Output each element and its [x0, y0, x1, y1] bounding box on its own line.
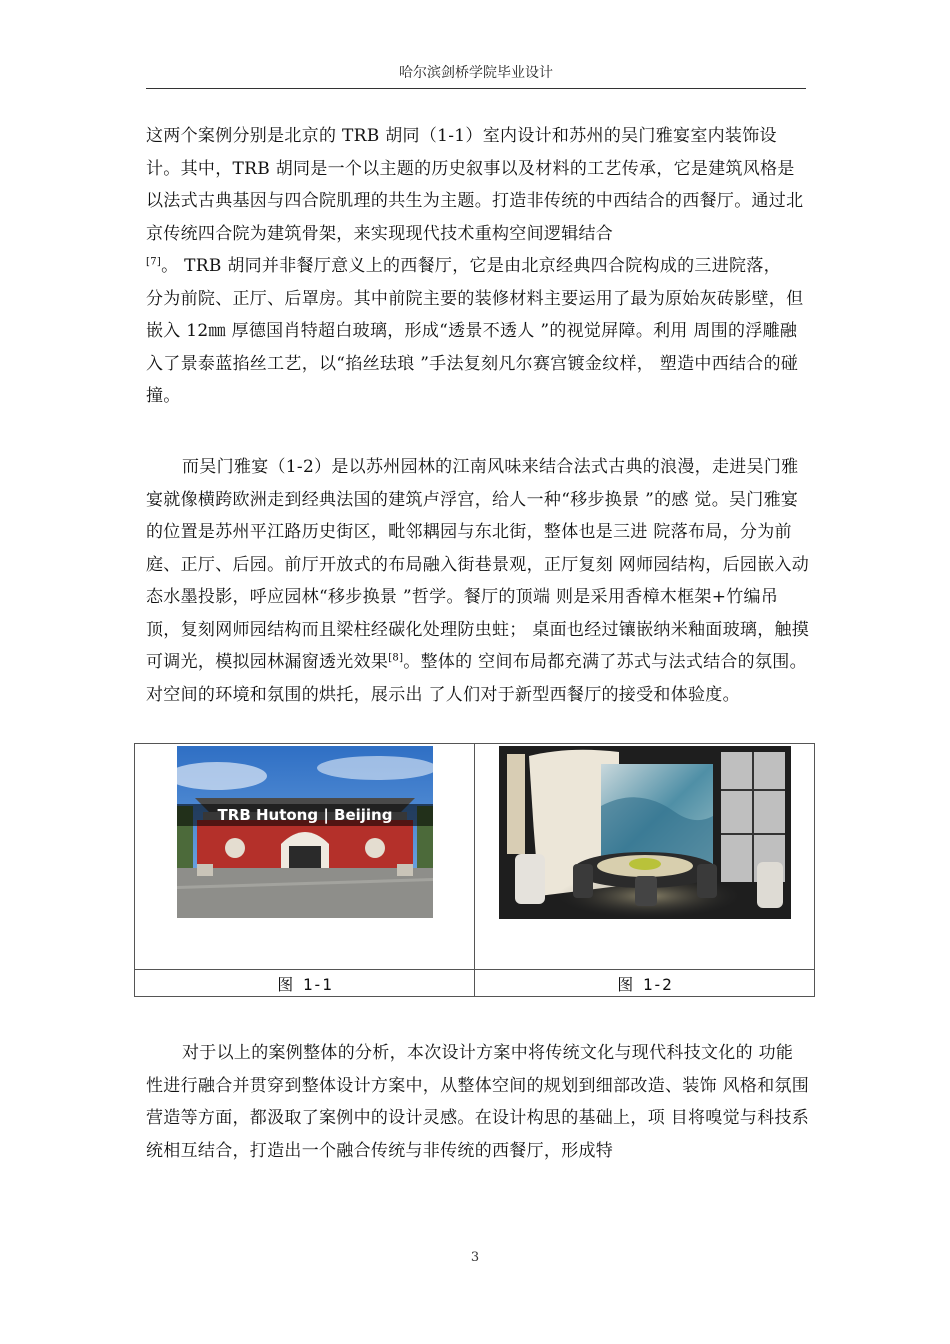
figure-table: [134, 743, 815, 997]
figure-2-image: [499, 746, 791, 919]
page-number: 3: [470, 1250, 480, 1265]
paragraph-2-text-a: 而吴门雅宴（1-2）是以苏州园林的江南风味来结合法式古典的浪漫，走进吴门雅宴就像横跨欧洲走到经典法国的建筑卢浮宫，给人一种“移步换景 ”的感 觉。吴门雅宴的位置是苏州平江路历史街区，毗邻耦园与东北街，整体也是三进 院落布局，分为前庭、正厅、后园。前厅开放式的布局融入街巷景观，正厅复刻 网师园结构，后园嵌入动态水墨投影，呼应园林“移步换景 ”哲学。餐厅的顶端 则是采用香樟木框架+竹编吊顶，复刻网师园结构而且梁柱经碳化处理防虫蛀； 桌面也经过镶嵌纳米釉面玻璃，触摸可调光，模拟园林漏窗透光效果: [146, 457, 810, 672]
figure-1-cell: [135, 744, 475, 970]
page-header: 哈尔滨剑桥学院毕业设计: [399, 65, 553, 81]
paragraph-1: [146, 120, 810, 413]
paragraph-2: [146, 451, 810, 711]
paragraph-1-text-a: 这两个案例分别是北京的 TRB 胡同（1-1）室内设计和苏州的吴门雅宴室内装饰设计。其中，TRB 胡同是一个以主题的历史叙事以及材料的工艺传承，它是建筑风格是以法式古典基因与四合院肌理的共生为主题。打造非传统的中西结合的西餐厅。通过北京传统四合院为建筑骨架，来实现现代技术重构空间逻辑结合: [146, 126, 804, 244]
figure-2-cell: [475, 744, 815, 970]
paragraph-2-text-b: 。整体的 空间布局都充满了苏式与法式结合的氛围。对空间的环境和氛围的烘托，展示出 了人们对于新型西餐厅的接受和体验度。: [146, 652, 807, 705]
figure-1-overlay-text: TRB Hutong | Beijing: [217, 806, 393, 824]
header-rule: [146, 88, 806, 89]
figure-1-image: [177, 746, 433, 918]
figure-2-caption: 图 1-2: [475, 970, 815, 997]
citation-8: [8]: [388, 652, 404, 664]
paragraph-1-text-c: 分为前院、正厅、后罩房。其中前院主要的装修材料主要运用了最为原始灰砖影壁，但嵌入 12㎜ 厚德国肖特超白玻璃，形成“透景不透人 ”的视觉屏障。利用 周围的浮雕融入了景泰蓝掐丝工艺，以“掐丝珐琅 ”手法复刻凡尔赛宫镀金纹样， 塑造中西结合的碰撞。: [146, 288, 804, 406]
paragraph-3: 对于以上的案例整体的分析，本次设计方案中将传统文化与现代科技文化的 功能性进行融合并贯穿到整体设计方案中，从整体空间的规划到细部改造、装饰 风格和氛围营造等方面，都汲取了案例中的设计灵感。在设计构思的基础上，项 目将嗅觉与科技系统相互结合，打造出一个融合传统与非传统的西餐厅，形成特: [146, 1043, 810, 1161]
figure-1-caption: 图 1-1: [135, 970, 475, 997]
paragraph-1-text-b: 。 TRB 胡同并非餐厅意义上的西餐厅，它是由北京经典四合院构成的三进院落，: [161, 256, 781, 276]
citation-7: [7]: [146, 256, 162, 268]
